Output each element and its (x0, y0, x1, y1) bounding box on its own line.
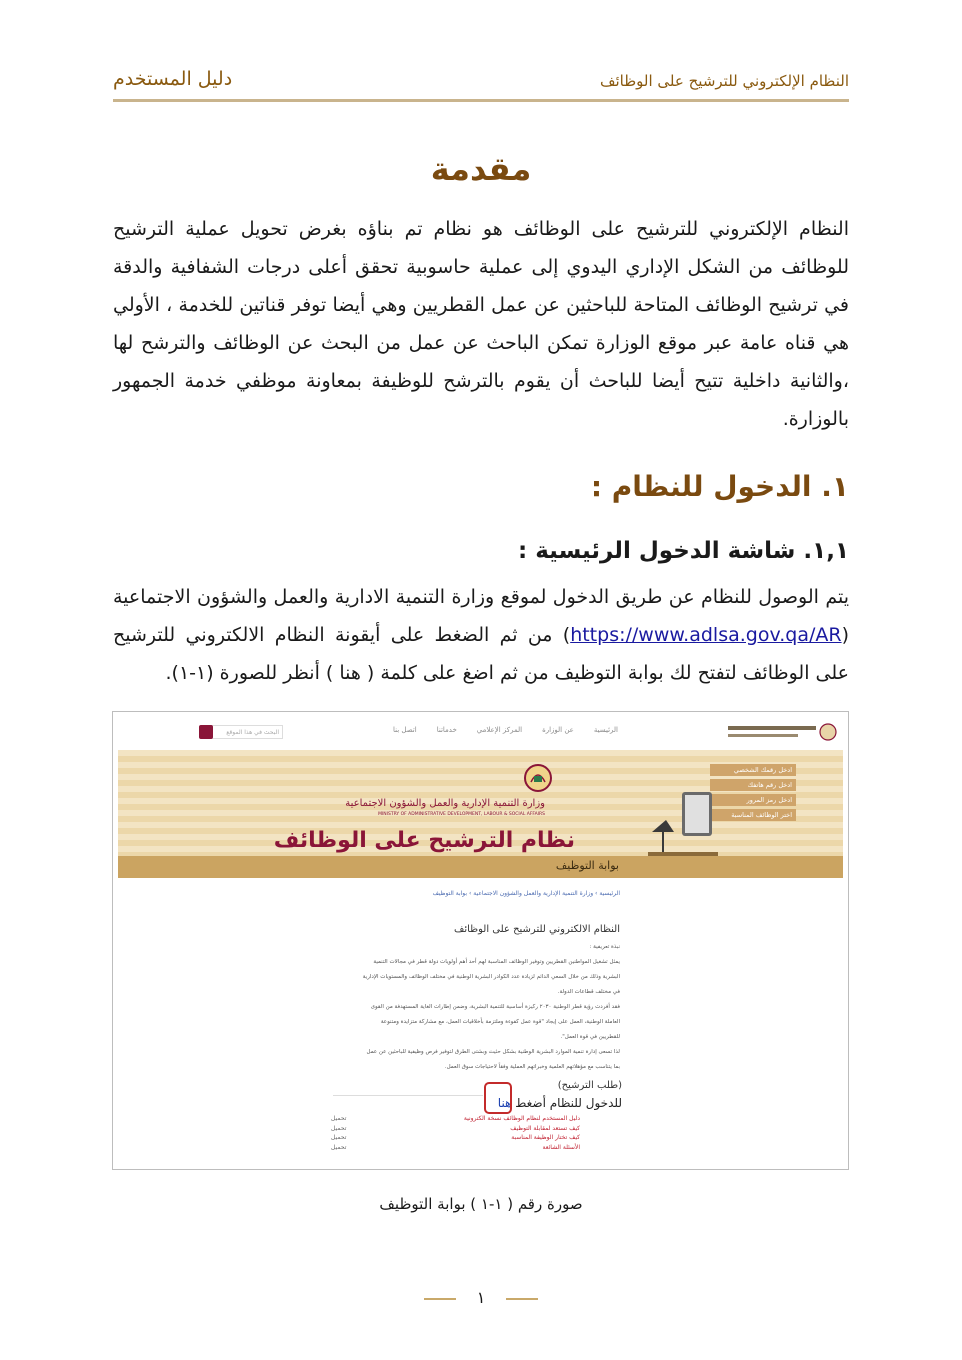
body-line: للقطريين في قوة العمل". (560, 1034, 620, 1040)
content-title: النظام الالكتروني للترشيح على الوظائف (453, 924, 620, 935)
body-line: في مختلف قطاعات الدولة. (557, 989, 620, 995)
banner-title: نظام الترشيح على الوظائف (273, 828, 575, 853)
link-choose-job[interactable]: كيف تختار الوظيفة المناسبة (511, 1134, 580, 1141)
header-doc-type: دليل المستخدم (113, 68, 233, 90)
nav-item-about[interactable]: عن الوزارة (542, 726, 574, 734)
ministry-name-en: MINISTRY OF ADMINISTRATIVE DEVELOPMENT, LABOUR & SOCIAL AFFAIRS (378, 812, 545, 817)
body-line: بما يتناسب مع مؤهلاتهم العلمية وخبراتهم العملية وفقاً لاحتياجات سوق العمل. (444, 1064, 620, 1070)
page-footer (0, 1288, 962, 1312)
desk-illustration-icon (638, 778, 728, 868)
page-number: ١ (476, 1288, 486, 1307)
download-links (331, 1114, 346, 1152)
ministry-name-ar: وزارة التنمية الإدارية والعمل والشؤون الاجتماعية (345, 798, 545, 809)
menu-item-national-id[interactable]: ادخل رقمك الشخصي (710, 764, 796, 776)
content-divider (333, 1095, 483, 1096)
breadcrumb[interactable]: الرئيسية › وزارة التنمية الإدارية والعمل والشؤون الاجتماعية › بوابة التوظيف (432, 890, 620, 897)
link-faq[interactable]: الأسئلة الشائعة (542, 1143, 580, 1151)
nav-items (393, 726, 618, 734)
body-line: فقد أفردت رؤية قطر الوطنية ٢٠٣٠ ركيزة أساسية للتنمية البشرية، وضمن إطارات الغاية المستهدفة من القوى (370, 1004, 620, 1010)
footer-dash-left (424, 1298, 456, 1300)
figure-caption: صورة رقم ( ١-١ ) بوابة التوظيف (379, 1195, 583, 1213)
subsection-heading: ١,١. شاشة الدخول الرئيسية : (518, 538, 849, 564)
download-link[interactable]: تحميل (331, 1134, 347, 1141)
resource-links (464, 1114, 580, 1152)
search-button[interactable] (199, 725, 213, 739)
nav-item-contact[interactable]: اتصل بنا (393, 726, 417, 734)
portal-banner (118, 750, 843, 878)
body-line: نبذة تعريفية : (589, 944, 620, 950)
body-line: يمثل تشغيل المواطنين القطريين وتوفير الوظائف المناسبة لهم أحد أهم أولويات دولة قطر في مجالات التنمية (373, 959, 620, 965)
page-header (113, 66, 849, 102)
footer-dash-right (506, 1298, 538, 1300)
menu-item-phone[interactable]: ادخل رقم هاتفك (710, 779, 796, 791)
here-link[interactable]: هنا (497, 1096, 512, 1110)
banner-subtitle: بوابة التوظيف (555, 859, 619, 872)
section-heading: ١. الدخول للنظام : (590, 470, 849, 503)
ministry-link[interactable]: https://www.adlsa.gov.qa/AR (570, 624, 842, 646)
link-interview-prep[interactable]: كيف تستعد لمقابلة التوظيف (510, 1124, 580, 1132)
download-link[interactable]: تحميل (331, 1124, 347, 1132)
site-navbar (113, 712, 848, 752)
banner-bottom-strip (118, 856, 843, 878)
body-line: البشرية وذلك من خلال السعي الدائم لزيادة عدد الكوادر البشرية الوطنية في مختلف الوظائف والمستويات الإدارية (362, 974, 620, 980)
menu-item-password[interactable]: ادخل رمز المرور (710, 794, 796, 806)
nav-item-services[interactable]: خدماتنا (436, 726, 457, 734)
qatar-emblem-icon (523, 762, 553, 794)
portal-screenshot (112, 711, 849, 1170)
request-label: (طلب الترشيح) (557, 1080, 622, 1091)
nav-item-media[interactable]: المركز الإعلامي (476, 726, 523, 734)
body-line: لذا تسعى إدارة تنمية الموارد البشرية الوطنية بشكل حثيث وبشتى الطرق لتوفير فرص وظيفية للباحثين عن عمل (366, 1049, 620, 1055)
access-text-before: يتم الوصول للنظام عن طريق الدخول لموقع وزارة التنمية الادارية والعمل والشؤون الاجتماعية ( (113, 586, 849, 646)
intro-paragraph: النظام الإلكتروني للترشيح على الوظائف هو نظام تم بناؤه بغرض تحويل عملية الترشيح للوظائف من الشكل الإداري اليدوي إلى عملية حاسوبية تحقق أعلى درجات الشفافية والدقة في ترشيح الوظائف المتاحة للباحثين عن عمل القطريين وهي أيضا توفر قناتين للخدمة ، الأولي هي قناه عامة عبر موقع الوزارة تمكن الباحث عن عمل من البحث عن الوظائف والترشح لها ،والثانية داخلية تتيح أيضا للباحث أن يقوم بالترشح للوظيفة بمعاونة موظفي خدمة الجمهور بالوزارة. (113, 218, 849, 430)
link-user-guide[interactable]: دليل المستخدم لنظام الوظائف نسخة الكترونية (463, 1115, 580, 1122)
enter-system-text: للدخول للنظام أضغط (515, 1096, 622, 1110)
page-title: مقدمة (430, 150, 532, 188)
access-paragraph (113, 578, 849, 692)
here-highlight-box (484, 1082, 512, 1114)
access-text-after: ) من ثم الضغط على أيقونة النظام الالكتروني للترشيح على الوظائف لتفتح لك بوابة التوظيف من ثم اضغ على كلمة ( هنا ) أنظر للصورة (١-١). (113, 624, 849, 684)
header-rule (113, 99, 849, 102)
ministry-logo-icon (718, 720, 838, 744)
nav-item-home[interactable]: الرئيسية (593, 726, 618, 734)
menu-item-choose-jobs[interactable]: اختر الوظائف المناسبة (710, 809, 796, 821)
site-search-input[interactable]: البحث في هذا الموقع (203, 725, 283, 739)
enter-system-line (498, 1096, 622, 1110)
download-link[interactable]: تحميل (331, 1143, 347, 1151)
body-line: العاملة الوطنية، العمل على إيجاد "قوة عمل كفوءة وملتزمة بأخلاقيات العمل، مع مشاركة متزايدة ومتنوعة (380, 1019, 620, 1025)
download-link[interactable]: تحميل (331, 1115, 347, 1122)
header-system-name: النظام الإلكتروني للترشيح على الوظائف (599, 72, 849, 90)
